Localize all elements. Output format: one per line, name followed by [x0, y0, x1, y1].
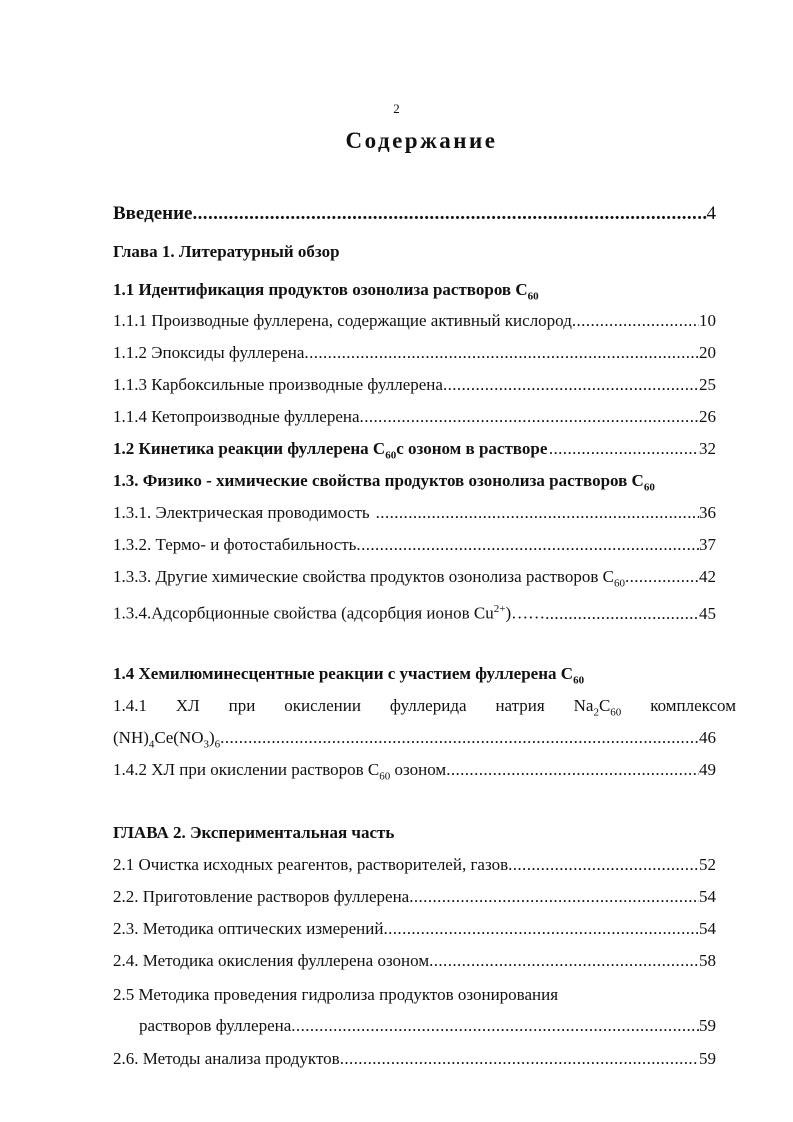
section-1-1-heading: 1.1 Идентификация продуктов озонолиза растворов $С_{60}$: [113, 280, 539, 303]
toc-leader: [220, 728, 699, 748]
toc-label: 2.6. Методы анализа продуктов: [113, 1049, 340, 1068]
toc-page: 4: [706, 203, 716, 224]
toc-page: 37: [699, 535, 716, 554]
toc-label: 1.3.3. Другие химические свойства продуктов озонолиза растворов $С_{60}$: [113, 567, 625, 590]
toc-page: 58: [699, 951, 716, 970]
toc-page: 54: [699, 919, 716, 938]
toc-leader: [409, 887, 699, 907]
toc-label: растворов фуллерена: [139, 1016, 292, 1035]
toc-leader: [443, 375, 699, 395]
toc-label: Введение: [113, 203, 193, 224]
toc-leader: [508, 855, 699, 875]
toc-page: 45: [699, 603, 716, 623]
section-1-3-heading: 1.3. Физико - химические свойства продуктов озонолиза растворов $С_{60}$: [113, 471, 655, 494]
toc-page: 10: [699, 311, 716, 330]
toc-entry-1-1-1[interactable]: [113, 311, 716, 331]
word: фуллерида: [389, 696, 467, 715]
toc-entry-1-1-4[interactable]: [113, 407, 716, 427]
toc-entry-1-2[interactable]: [113, 439, 716, 465]
toc-page: 59: [699, 1049, 716, 1068]
toc-leader: [446, 760, 699, 780]
toc-leader: [370, 503, 699, 523]
toc-leader: [360, 407, 699, 427]
toc-leader: [429, 951, 699, 971]
toc-page: 54: [699, 887, 716, 906]
formula-na2c60: $Na_2C_{60}$: [573, 696, 622, 719]
word: натрия: [495, 696, 545, 715]
toc-leader: [340, 1049, 699, 1069]
toc-entry-2-1[interactable]: [113, 855, 716, 875]
toc-leader: [545, 604, 699, 624]
toc-page: 25: [699, 375, 716, 394]
toc-label: 2.4. Методика окисления фуллерена озоном: [113, 951, 430, 970]
toc-entry-1-3-1[interactable]: [113, 503, 716, 523]
page-title: Содержание: [345, 128, 498, 153]
toc-entry-1-4-2[interactable]: [113, 760, 716, 786]
toc-leader: [291, 1016, 699, 1036]
toc-page: 46: [699, 728, 716, 747]
toc-entry-1-3-4[interactable]: [113, 599, 716, 624]
chapter-1-heading: Глава 1. Литературный обзор: [113, 242, 340, 261]
toc-label: 2.1 Очистка исходных реагентов, растворителей, газов: [113, 855, 509, 874]
page-number: 2: [393, 101, 400, 116]
toc-entry-intro[interactable]: [113, 204, 716, 224]
toc-entry-1-3-3[interactable]: [113, 567, 716, 593]
toc-leader: [549, 439, 699, 459]
toc-entry-1-4-1-line1[interactable]: [113, 696, 736, 722]
word: окислении: [284, 696, 361, 715]
word: комплексом: [650, 696, 736, 715]
toc-page: 26: [699, 407, 716, 426]
toc-entry-1-1-3[interactable]: [113, 375, 716, 395]
word: ХЛ: [175, 696, 200, 715]
toc-label: 2.2. Приготовление растворов фуллерена: [113, 887, 410, 906]
toc-entry-1-3-2[interactable]: [113, 535, 716, 555]
toc-label: 1.1.1 Производные фуллерена, содержащие активный кислород: [113, 311, 572, 330]
toc-entry-2-6[interactable]: [113, 1049, 716, 1069]
toc-page: 36: [699, 503, 716, 522]
toc-page: 52: [699, 855, 716, 874]
toc-label: 1.1.2 Эпоксиды фуллерена: [113, 343, 305, 362]
toc-label: 1.2 Кинетика реакции фуллерена $С_{60}с$ озоном в растворе: [113, 439, 548, 462]
toc-label: $(NH)_4Ce(NO_3)_6$: [113, 728, 221, 751]
toc-page: 32: [699, 439, 716, 458]
toc-leader: [304, 343, 699, 363]
toc-page: 59: [699, 1016, 716, 1035]
toc-entry-1-1-2[interactable]: [113, 343, 716, 363]
toc-leader: [356, 535, 699, 555]
section-1-4-heading: 1.4 Хемилюминесцентные реакции с участием фуллерена $С_{60}$: [113, 664, 585, 687]
chapter-2-heading: ГЛАВА 2. Экспериментальная часть: [113, 823, 395, 842]
toc-page: 49: [699, 760, 716, 779]
toc-label: 1.3.4.Адсорбционные свойства (адсорбция ионов $Cu^{2+})\dots\dots$: [113, 603, 546, 623]
toc-leader: [625, 567, 699, 587]
toc-entry-2-5-line2[interactable]: [139, 1016, 716, 1036]
word: 1.4.1: [113, 696, 147, 715]
word: при: [228, 696, 256, 715]
toc-entry-2-3[interactable]: [113, 919, 716, 939]
toc-leader: [193, 204, 707, 224]
toc-entry-1-4-1-line2[interactable]: [113, 728, 716, 754]
toc-label: 1.3.2. Термо- и фотостабильность: [113, 535, 357, 554]
toc-page: 42: [699, 567, 716, 586]
toc-label: 1.3.1. Электрическая проводимость: [113, 503, 370, 522]
toc-leader: [572, 311, 699, 331]
toc-entry-2-4[interactable]: [113, 951, 716, 971]
toc-label: 1.4.2 ХЛ при окислении растворов $С_{60}$ озоном: [113, 760, 447, 783]
toc-label: 1.1.4 Кетопроизводные фуллерена: [113, 407, 360, 426]
toc-entry-2-5-line1[interactable]: 2.5 Методика проведения гидролиза продуктов озонирования: [113, 985, 559, 1004]
toc-leader: [383, 919, 699, 939]
toc-label: 2.3. Методика оптических измерений: [113, 919, 384, 938]
toc-page: 20: [699, 343, 716, 362]
toc-label: 1.1.3 Карбоксильные производные фуллерена: [113, 375, 443, 394]
toc-entry-2-2[interactable]: [113, 887, 716, 907]
